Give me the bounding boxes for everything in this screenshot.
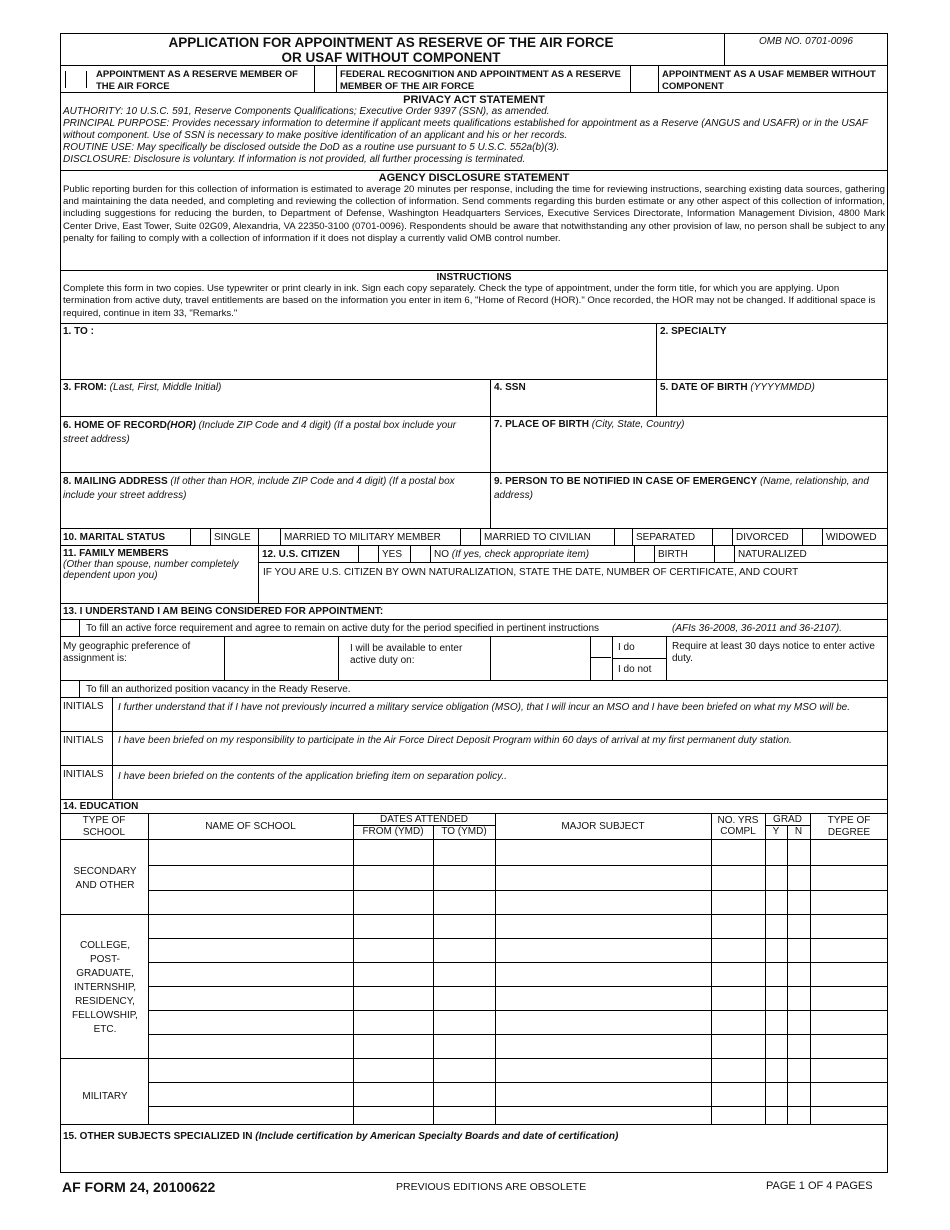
col-name-of-school: NAME OF SCHOOL <box>205 821 296 832</box>
previous-editions: PREVIOUS EDITIONS ARE OBSOLETE <box>396 1181 587 1193</box>
emerg-label: 9. PERSON TO BE NOTIFIED IN CASE OF EMERGENCY <box>494 476 758 487</box>
dob-label: 5. DATE OF BIRTH <box>660 382 748 393</box>
col-grad-y: Y <box>772 826 780 837</box>
marital-single-label: SINGLE <box>214 532 251 543</box>
group-secondary: SECONDARY AND OTHER <box>73 866 137 891</box>
instructions-heading: INSTRUCTIONS <box>436 272 512 283</box>
initials-row-deposit <box>60 732 888 766</box>
hor-label-wrap <box>63 419 483 447</box>
section13-active-row <box>60 620 888 637</box>
dob-label-wrap <box>660 382 815 394</box>
mailing-field[interactable] <box>60 503 488 528</box>
appointment-federal-checkbox[interactable] <box>316 66 334 92</box>
specialty-label: 2. SPECIALTY <box>660 326 727 337</box>
hor-field[interactable] <box>60 447 488 472</box>
row-mailing-emergency <box>60 473 888 529</box>
marital-divorced-label: DIVORCED <box>736 532 789 543</box>
col-type-of-school: TYPE OF SCHOOL <box>82 815 126 838</box>
military-rows[interactable] <box>148 1058 888 1125</box>
initials-row-separation <box>60 766 888 800</box>
form-page <box>60 33 890 1165</box>
pob-label: 7. PLACE OF BIRTH <box>494 419 590 430</box>
col-degree: TYPE OF DEGREE <box>827 815 871 838</box>
mail-hint: (If other than HOR, include ZIP Code and 4 digit) (If a postal box include your street address) <box>63 476 455 501</box>
section15-hint: (Include certification by American Specialty Boards and date of certification) <box>255 1131 619 1142</box>
initials-label-3: INITIALS <box>63 769 104 780</box>
emerg-hint: (Name, relationship, and address) <box>494 476 869 501</box>
page-number: PAGE 1 OF 4 PAGES <box>766 1180 873 1192</box>
dob-field[interactable] <box>658 394 886 416</box>
appointment-no-component-label: APPOINTMENT AS A USAF MEMBER WITHOUT COMPONENT <box>662 69 876 92</box>
citizen-no-wrap <box>434 549 589 561</box>
citizen-row <box>258 546 888 563</box>
naturalization-note: IF YOU ARE U.S. CITIZEN BY OWN NATURALIZATION, STATE THE DATE, NUMBER OF CERTIFICATE, AND COURT <box>263 567 799 578</box>
college-rows[interactable] <box>148 914 888 1058</box>
form-id: AF FORM 24, 20100622 <box>62 1179 216 1195</box>
from-label-wrap <box>63 382 221 394</box>
family-hint: (Other than spouse, number completely dependent upon you) <box>63 559 239 581</box>
row-marital-status <box>60 529 888 546</box>
citizen-no-hint: (If yes, check appropriate item) <box>451 549 590 560</box>
available-label: I will be available to enter active duty on: <box>350 643 463 666</box>
initials-label-2: INITIALS <box>63 735 104 746</box>
initials-text-2: I have been briefed on my responsibility to participate in the Air Force Direct Deposit Program within 60 days of arrival at my first permanent duty station. <box>118 735 792 746</box>
family-label: 11. FAMILY MEMBERS <box>63 548 169 559</box>
initials-field-3[interactable] <box>60 780 110 799</box>
i-do-not-label: I do not <box>618 664 652 675</box>
privacy-heading: PRIVACY ACT STATEMENT <box>403 94 545 106</box>
privacy-purpose: PRINCIPAL PURPOSE: Provides necessary information to determine if applicant meets qualifications established for appointment as a Reserve (ANGUS and USAFR) or in the USAF without component. Use of SSN is necessary to make positive identification of an applicant and his or her records. <box>63 118 868 141</box>
from-label: 3. FROM: <box>63 382 107 393</box>
col-from: FROM (YMD) <box>362 826 424 837</box>
section15-label-wrap <box>63 1131 618 1143</box>
citizen-label: 12. U.S. CITIZEN <box>262 549 340 560</box>
col-grad-n: N <box>794 826 803 837</box>
marital-civilian-label: MARRIED TO CIVILIAN <box>484 532 591 543</box>
appointment-reserve-label: APPOINTMENT AS A RESERVE MEMBER OF THE AIR FORCE <box>96 69 298 92</box>
section13-reserve-row <box>60 681 888 698</box>
citizen-naturalized-checkbox[interactable] <box>715 546 733 562</box>
active-force-label: To fill an active force requirement and agree to remain on active duty for the period specified in pertinent instructions <box>86 623 600 634</box>
education-section <box>60 800 888 1125</box>
section15-row <box>60 1125 888 1165</box>
section13-heading: 13. I UNDERSTAND I AM BEING CONSIDERED FOR APPOINTMENT: <box>63 606 384 617</box>
appointment-type-row <box>60 66 888 93</box>
naturalization-field[interactable] <box>260 580 886 603</box>
citizen-birth-label: BIRTH <box>658 549 688 560</box>
from-field[interactable] <box>60 394 488 416</box>
available-date-field[interactable] <box>491 637 589 680</box>
secondary-rows[interactable] <box>148 840 888 914</box>
group-military: MILITARY <box>82 1091 128 1102</box>
pob-hint: (City, State, Country) <box>591 419 685 430</box>
citizen-no-checkbox[interactable] <box>411 546 429 562</box>
row-family-citizen <box>60 546 888 604</box>
geo-field[interactable] <box>225 637 337 680</box>
pob-field[interactable] <box>492 431 886 471</box>
citizen-yes-checkbox[interactable] <box>359 546 377 562</box>
marital-separated-label: SEPARATED <box>636 532 696 543</box>
i-do-checkbox[interactable] <box>591 637 611 658</box>
marital-separated-checkbox[interactable] <box>615 529 631 545</box>
agency-heading: AGENCY DISCLOSURE STATEMENT <box>378 172 570 184</box>
instructions-text: Complete this form in two copies. Use typewriter or print clearly in ink. Sign each copy separately. Check the type of appointment, under the form title, for which you are applying. Upon termination from active duty, travel entitlements are based on the information you enter in item 6, "Home of Record (HOR)." Once recorded, the HOR may not be changed. If additional space is required, continue in item 33, "Remarks." <box>63 283 876 319</box>
emergency-field[interactable] <box>492 503 886 528</box>
citizen-no-label: NO <box>434 549 449 560</box>
privacy-act-section <box>60 93 888 171</box>
active-force-checkbox[interactable] <box>60 620 78 636</box>
initials-row-mso <box>60 698 888 732</box>
form-title-line1: APPLICATION FOR APPOINTMENT AS RESERVE OF THE AIR FORCE <box>168 35 614 50</box>
marital-single-checkbox[interactable] <box>191 529 209 545</box>
omb-number: OMB NO. 0701-0096 <box>759 36 853 47</box>
col-dates-attended: DATES ATTENDED <box>380 814 468 825</box>
marital-military-label: MARRIED TO MILITARY MEMBER <box>284 532 441 543</box>
citizen-birth-checkbox[interactable] <box>635 546 653 562</box>
ssn-label: 4. SSN <box>494 382 526 393</box>
marital-divorced-checkbox[interactable] <box>713 529 731 545</box>
dob-hint: (YYYYMMDD) <box>750 382 815 393</box>
marital-civilian-checkbox[interactable] <box>461 529 479 545</box>
marital-military-checkbox[interactable] <box>259 529 279 545</box>
emerg-label-wrap <box>494 475 884 503</box>
notice-label: Require at least 30 days notice to enter active duty. <box>672 641 875 664</box>
ssn-field[interactable] <box>492 394 654 416</box>
appointment-no-component-checkbox[interactable] <box>632 66 656 92</box>
i-do-not-checkbox[interactable] <box>591 659 611 680</box>
specialty-field[interactable] <box>658 338 886 378</box>
family-members-field[interactable] <box>60 582 256 603</box>
to-field[interactable] <box>60 338 655 378</box>
initials-field-1[interactable] <box>60 712 110 731</box>
agency-text: Public reporting burden for this collection of information is estimated to average 20 minutes per response, including the time for reviewing instructions, searching existing data sources, gathering and maintaining the data needed, and completing and reviewing the collection of information. Send comments regarding this burden estimate or any other aspect of this collection of information, including suggestions for reducing the burden, to Department of Defense, Washington Headquarters Services, Executive Services Directorate, Information Management Division, 4800 Mark Center Drive, East Tower, Suite 02G09, Alexandria, VA 22350-3100 (0701-0096). Respondents should be aware that notwithstanding any other provision of law, no person shall be subject to any penalty for failing to comply with a collection of information if it does not display a currently valid OMB control number. <box>63 184 885 244</box>
education-heading: 14. EDUCATION <box>63 801 139 812</box>
mail-label: 8. MAILING ADDRESS <box>63 476 168 487</box>
section15-field[interactable] <box>60 1143 886 1163</box>
section15-label: 15. OTHER SUBJECTS SPECIALIZED IN <box>63 1131 253 1142</box>
family-label-wrap <box>63 548 253 581</box>
pob-label-wrap <box>494 419 684 431</box>
citizen-yes-label: YES <box>382 549 403 560</box>
education-header <box>60 813 888 840</box>
title-row <box>60 33 888 66</box>
row-to-specialty <box>60 324 888 380</box>
to-label: 1. TO : <box>63 326 94 337</box>
agency-disclosure-section <box>60 171 888 271</box>
instructions-section <box>60 271 888 324</box>
geo-label: My geographic preference of assignment is: <box>63 641 191 664</box>
active-force-afi: (AFIs 36-2008, 36-2011 and 36-2107). <box>672 623 842 634</box>
ready-reserve-checkbox[interactable] <box>60 681 78 697</box>
privacy-routine-use: ROUTINE USE: May specifically be disclosed outside the DoD as a routine use pursuant to 5 U.S.C. 552a(b)(3). <box>63 142 560 153</box>
col-major-subject: MAJOR SUBJECT <box>561 821 645 832</box>
col-grad: GRAD <box>773 814 802 825</box>
hor-label: 6. HOME OF RECORD <box>63 420 167 431</box>
col-to: TO (YMD) <box>441 826 487 837</box>
appointment-federal-label: FEDERAL RECOGNITION AND APPOINTMENT AS A RESERVE MEMBER OF THE AIR FORCE <box>340 69 621 92</box>
marital-widowed-checkbox[interactable] <box>803 529 821 545</box>
ready-reserve-label: To fill an authorized position vacancy in the Ready Reserve. <box>86 684 351 695</box>
section13-heading-row <box>60 604 888 620</box>
col-years-completed: NO. YRS COMPL <box>717 815 759 837</box>
appointment-reserve-checkbox[interactable] <box>65 71 87 88</box>
hor-abbrev: (HOR) <box>166 420 196 431</box>
i-do-label: I do <box>618 642 635 653</box>
privacy-disclosure: DISCLOSURE: Disclosure is voluntary. If information is not provided, all further processing is terminated. <box>63 154 526 165</box>
initials-text-3: I have been briefed on the contents of the application briefing item on separation policy.. <box>118 771 507 782</box>
initials-field-2[interactable] <box>60 746 110 765</box>
initials-label-1: INITIALS <box>63 701 104 712</box>
marital-widowed-label: WIDOWED <box>826 532 877 543</box>
from-hint: (Last, First, Middle Initial) <box>109 382 222 393</box>
privacy-authority: AUTHORITY: 10 U.S.C. 591, Reserve Components Qualifications; Executive Order 9397 (SSN), as amended. <box>63 106 550 117</box>
education-grid <box>60 840 888 1125</box>
group-college: COLLEGE, POST-GRADUATE, INTERNSHIP, RESIDENCY, FELLOWSHIP, ETC. <box>72 940 138 1035</box>
form-title-line2: OR USAF WITHOUT COMPONENT <box>281 49 501 65</box>
row-hor-pob <box>60 417 888 473</box>
citizen-naturalized-label: NATURALIZED <box>738 549 807 560</box>
marital-label: 10. MARITAL STATUS <box>63 532 166 543</box>
initials-text-1: I further understand that if I have not previously incurred a military service obligation (MSO), that I will incur an MSO and I have been briefed on what my MSO will be. <box>118 702 851 713</box>
section13-geo-row <box>60 637 888 681</box>
row-from-ssn-dob <box>60 380 888 417</box>
mail-label-wrap <box>63 475 483 503</box>
hor-hint: (Include ZIP Code and 4 digit) (If a postal box include your street address) <box>63 420 457 445</box>
